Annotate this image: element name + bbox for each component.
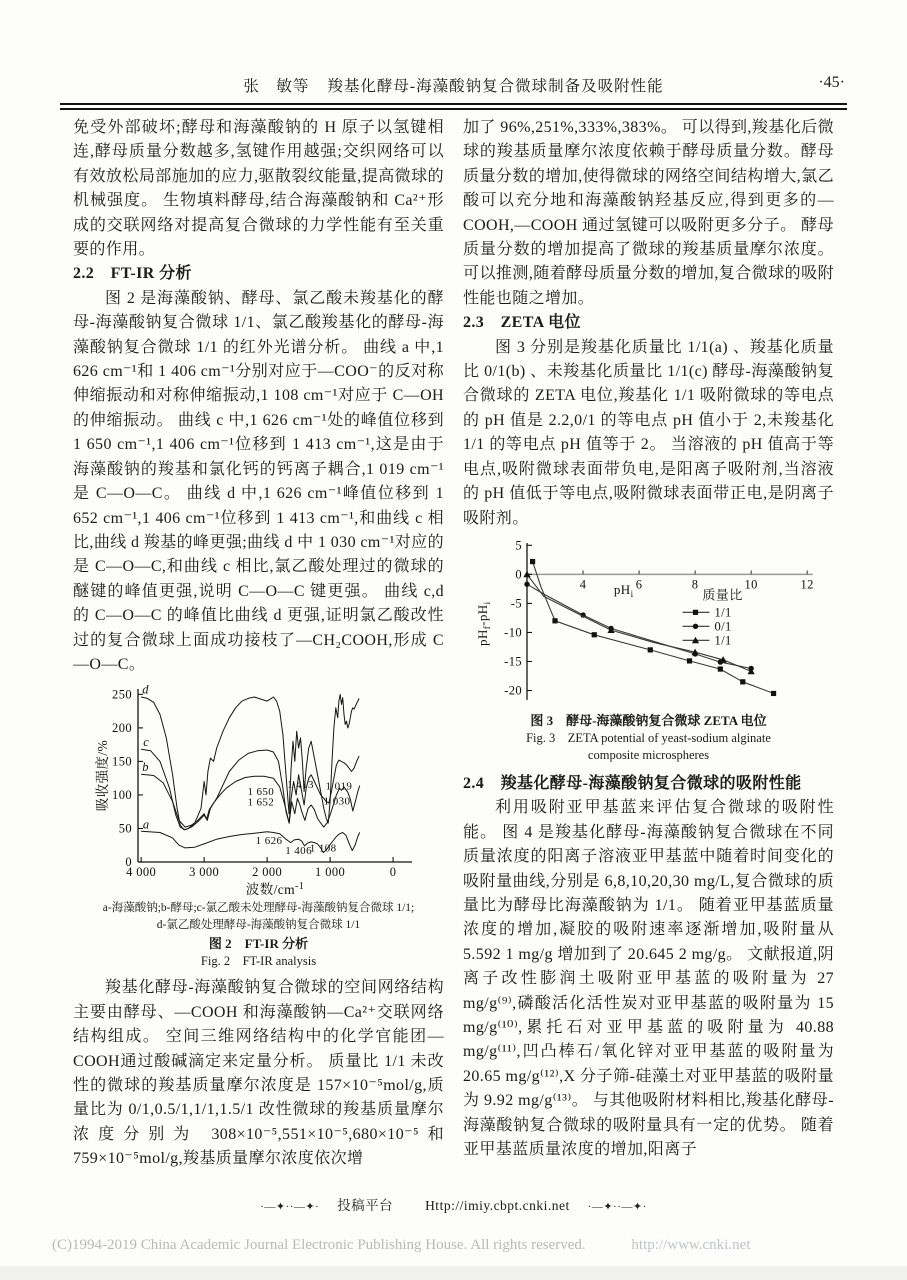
bottom-gray-strip xyxy=(0,1266,907,1280)
copyright-line xyxy=(52,1237,877,1254)
svg-text:1 626: 1 626 xyxy=(255,835,282,848)
svg-text:质量比: 质量比 xyxy=(701,587,743,603)
svg-text:1/1: 1/1 xyxy=(714,633,732,648)
svg-text:2 000: 2 000 xyxy=(251,865,282,880)
svg-text:50: 50 xyxy=(118,821,132,836)
paragraph: 图 2 是海藻酸钠、酵母、氯乙酸未羧基化的酵母-海藻酸钠复合微球 1/1、氯乙酸羧基化的酵母-海藻酸钠复合微球 1/1 的红外光谱分析。 曲线 a 中,1 626 cm⁻¹和 1 406 cm⁻¹分别对应于—COO⁻的反对称伸缩振动和对称伸缩振动,1 108 cm⁻¹对应于 C—OH 的伸缩振动。 曲线 c 中,1 626 cm⁻¹处的峰值位移到 1 650 cm⁻¹,1 406 cm⁻¹位移到 1 413 cm⁻¹,这是由于海藻酸钠的羧基和氯化钙的钙离子耦合,1 019 cm⁻¹是 C—O—C。 曲线 d 中,1 626 cm⁻¹峰值位移到 1 652 cm⁻¹,1 406 cm⁻¹位移到 1 413 cm⁻¹,和曲线 c 相比,曲线 d 羧基的峰更强;曲线 d 中 1 030 cm⁻¹对应的是 C—O—C,和曲线 c 相比,氯乙酸处理过的微球的醚键的峰值更强,说明 C—O—C 键更强。 曲线 c,d 的 C—O—C 的峰值比曲线 d 更强,证明氯乙酸改性过的复合微球上面成功接枝了—CH₂COOH,形成 C—O—C。 xyxy=(73,289,444,673)
svg-text:3 000: 3 000 xyxy=(188,865,219,880)
svg-text:1 650: 1 650 xyxy=(246,786,274,799)
figure-2-caption-cn: 图 2 FT-IR 分析 xyxy=(208,936,309,952)
paragraph: 加了 96%,251%,333%,383%。 可以得到,羧基化后微球的羧基质量摩尔浓度依赖于酵母质量分数。酵母质量分数的增加,使得微球的网络空间结构增大,氯乙酸可以充分地和海藻酸钠羟基反应,得到更多的—COOH,—COOH 通过氢键可以吸附更多分子。 酵母质量分数的增加提高了微球的羧基质量摩尔浓度。 可以推测,随着酵母质量分数的增加,复合微球的吸附性能也随之增加。 xyxy=(463,119,834,307)
paragraph: 图 3 分别是羧基化质量比 1/1(a) 、羧基化质量比 0/1(b) 、未羧基化质量比 1/1(c) 酵母-海藻酸钠复合微球的 ZETA 电位,羧基化 1/1 吸附微球的等电点的 pH 值是 2.2,0/1 的等电点 pH 值小于 2,未羧基化 1/1 的等电点 pH 值等于 2。 当溶液的 pH 值高于等电点,吸附微球表面带负电,是阳离子吸附剂,当溶液的 pH 值低于等电点,吸附微球表面带正电,是阴离子吸附剂。 xyxy=(463,338,834,527)
paragraph: 免受外部破坏;酵母和海藻酸钠的 H 原子以氢键相连,酵母质量分数越多,氢键作用越强;交织网络可以有效放松局部施加的应力,驱散裂纹能量,提高微球的机械强度。 生物填料酵母,结合海藻酸钠和 Ca²⁺形成的交联网络对提高复合微球的力学性能有至关重要的作用。 xyxy=(73,119,444,259)
footer-platform-url: Http://imiy.cbpt.cnki.net xyxy=(425,1198,570,1213)
section-heading-2-2: 2.2 FT-IR 分析 xyxy=(73,265,192,283)
copyright-text: (C)1994-2019 China Academic Journal Electronic Publishing House. All rights reserved. xyxy=(52,1237,586,1253)
svg-text:b: b xyxy=(141,760,149,775)
svg-text:0/1: 0/1 xyxy=(714,619,732,634)
svg-text:200: 200 xyxy=(111,721,132,736)
header-double-rule xyxy=(60,103,847,110)
svg-text:4 000: 4 000 xyxy=(125,865,156,880)
svg-text:12: 12 xyxy=(800,577,814,592)
svg-text:1 413: 1 413 xyxy=(286,779,314,792)
page-header xyxy=(60,74,847,110)
svg-text:a: a xyxy=(142,817,150,832)
svg-text:8: 8 xyxy=(691,577,698,592)
svg-text:-5: -5 xyxy=(510,596,522,611)
figure-3-zeta-chart xyxy=(463,537,834,709)
zeta-potential-plot xyxy=(473,537,825,709)
svg-text:pHf-pHi: $pH_f-pH_i$ xyxy=(474,601,492,646)
svg-text:1 000: 1 000 xyxy=(314,865,345,880)
running-head xyxy=(60,74,847,98)
svg-text:1 652: 1 652 xyxy=(246,797,274,810)
svg-text:100: 100 xyxy=(111,788,132,803)
svg-text:1 030: 1 030 xyxy=(323,795,350,808)
body-columns xyxy=(73,116,835,1191)
svg-text:c: c xyxy=(142,735,149,750)
svg-text:pHi: $pH_i$ xyxy=(613,582,633,599)
svg-text:d: d xyxy=(141,683,149,698)
section-heading-2-4: 2.4 羧基化酵母-海藻酸钠复合微球的吸附性能 xyxy=(463,774,802,792)
figure-2-ftir-chart xyxy=(73,683,444,898)
svg-text:0: 0 xyxy=(389,865,396,880)
svg-text:150: 150 xyxy=(111,754,132,769)
figure-3-caption-en-line1: Fig. 3 ZETA potential of yeast-sodium alginate xyxy=(526,730,771,745)
copyright-url: http://www.cnki.net xyxy=(631,1237,751,1253)
svg-text:5: 5 xyxy=(514,538,522,553)
svg-text:0: 0 xyxy=(124,855,132,870)
paragraph: 利用吸附亚甲基蓝来评估复合微球的吸附性能。 图 4 是羧基化酵母-海藻酸钠复合微球在不同质量浓度的阳离子溶液亚甲基蓝中随着时间变化的吸附量曲线,分别是 6,8,10,20,30 mg/L,复合微球的质量比为酵母比海藻酸钠为 1/1。 随着亚甲基蓝质量浓度的增加,凝胶的吸附速率逐渐增加,吸附量从 5.592 1 mg/g 增加到了 20.645 2 mg/g。 文献报道,阴离子改性膨润土吸附亚甲基蓝的吸附量为 27 mg/g⁽⁹⁾,磷酸活化活性炭对亚甲基蓝的吸附量为 15 mg/g⁽¹⁰⁾,累托石对亚甲基蓝的吸附量为 40.88 mg/g⁽¹¹⁾,凹凸棒石/氧化锌对亚甲基蓝的吸附量为 20.65 mg/g⁽¹²⁾,X 分子筛-硅藻土对亚甲基蓝的吸附量为 9.92 mg/g⁽¹³⁾。 与其他吸附材料相比,羧基化酵母-海藻酸钠复合微球的吸附量具有一定的优势。 随着亚甲基蓝质量浓度的增加,阳离子 xyxy=(463,799,834,1158)
figure-3-caption-en-line2: composite microspheres xyxy=(587,747,710,762)
paragraph: 羧基化酵母-海藻酸钠复合微球的空间网络结构主要由酵母、—COOH 和海藻酸钠—Ca²⁺交联网络结构组成。 空间三维网络结构中的化学官能团—COOH通过酸碱滴定来定量分析。 质量比 1/1 未改性的微球的羧基质量摩尔浓度是 157×10⁻⁵mol/g,质量比为 0/1,0.5/1,1/1,1.5/1 改性微球的羧基质量摩尔浓度分别为 308×10⁻⁵,551×10⁻⁵,680×10⁻⁵和 759×10⁻⁵mol/g,羧基质量摩尔浓度依次增 xyxy=(73,979,444,1168)
svg-text:1 019: 1 019 xyxy=(325,780,352,793)
svg-text:1 108: 1 108 xyxy=(309,842,337,855)
running-head-authors: 张 敏等 xyxy=(243,78,310,95)
running-head-title: 羧基化酵母-海藻酸钠复合微球制备及吸附性能 xyxy=(327,78,664,95)
svg-text:6: 6 xyxy=(635,577,642,592)
svg-text:1 406: 1 406 xyxy=(284,845,312,858)
footer-decor-right: ·—✦··—✦· xyxy=(587,1201,647,1213)
svg-text:-10: -10 xyxy=(503,625,522,640)
footer-decor-left: ·—✦··—✦· xyxy=(260,1201,320,1213)
figure-3-caption-cn: 图 3 酵母-海藻酸钠复合微球 ZETA 电位 xyxy=(530,712,767,728)
right-column xyxy=(463,116,834,1191)
footer-platform-label: 投稿平台 xyxy=(337,1198,394,1213)
figure-2-caption-en: Fig. 2 FT-IR analysis xyxy=(200,954,317,969)
left-column xyxy=(73,116,444,1191)
ftir-spectra-plot xyxy=(94,683,424,898)
svg-text:吸收强度/%: 吸收强度/% xyxy=(94,740,110,812)
svg-text:10: 10 xyxy=(743,577,758,592)
svg-text:4: 4 xyxy=(579,577,586,592)
figure-2-legend-line1: a-海藻酸钠;b-酵母;c-氯乙酸未处理酵母-海藻酸钠复合微球 1/1; xyxy=(102,902,415,915)
section-heading-2-3: 2.3 ZETA 电位 xyxy=(463,314,581,332)
svg-text:1/1: 1/1 xyxy=(714,605,732,620)
svg-text:波数/cm-1: 波数$/cm^{-1}$ xyxy=(245,881,304,898)
svg-text:-20: -20 xyxy=(503,683,522,698)
svg-text:-15: -15 xyxy=(503,654,522,669)
svg-text:0: 0 xyxy=(514,567,522,582)
figure-2-legend-line2: d-氯乙酸处理酵母-海藻酸钠复合微球 1/1 xyxy=(156,919,361,932)
page-footer xyxy=(0,1194,907,1214)
page-number: ·45· xyxy=(818,74,845,91)
svg-text:250: 250 xyxy=(111,687,132,702)
